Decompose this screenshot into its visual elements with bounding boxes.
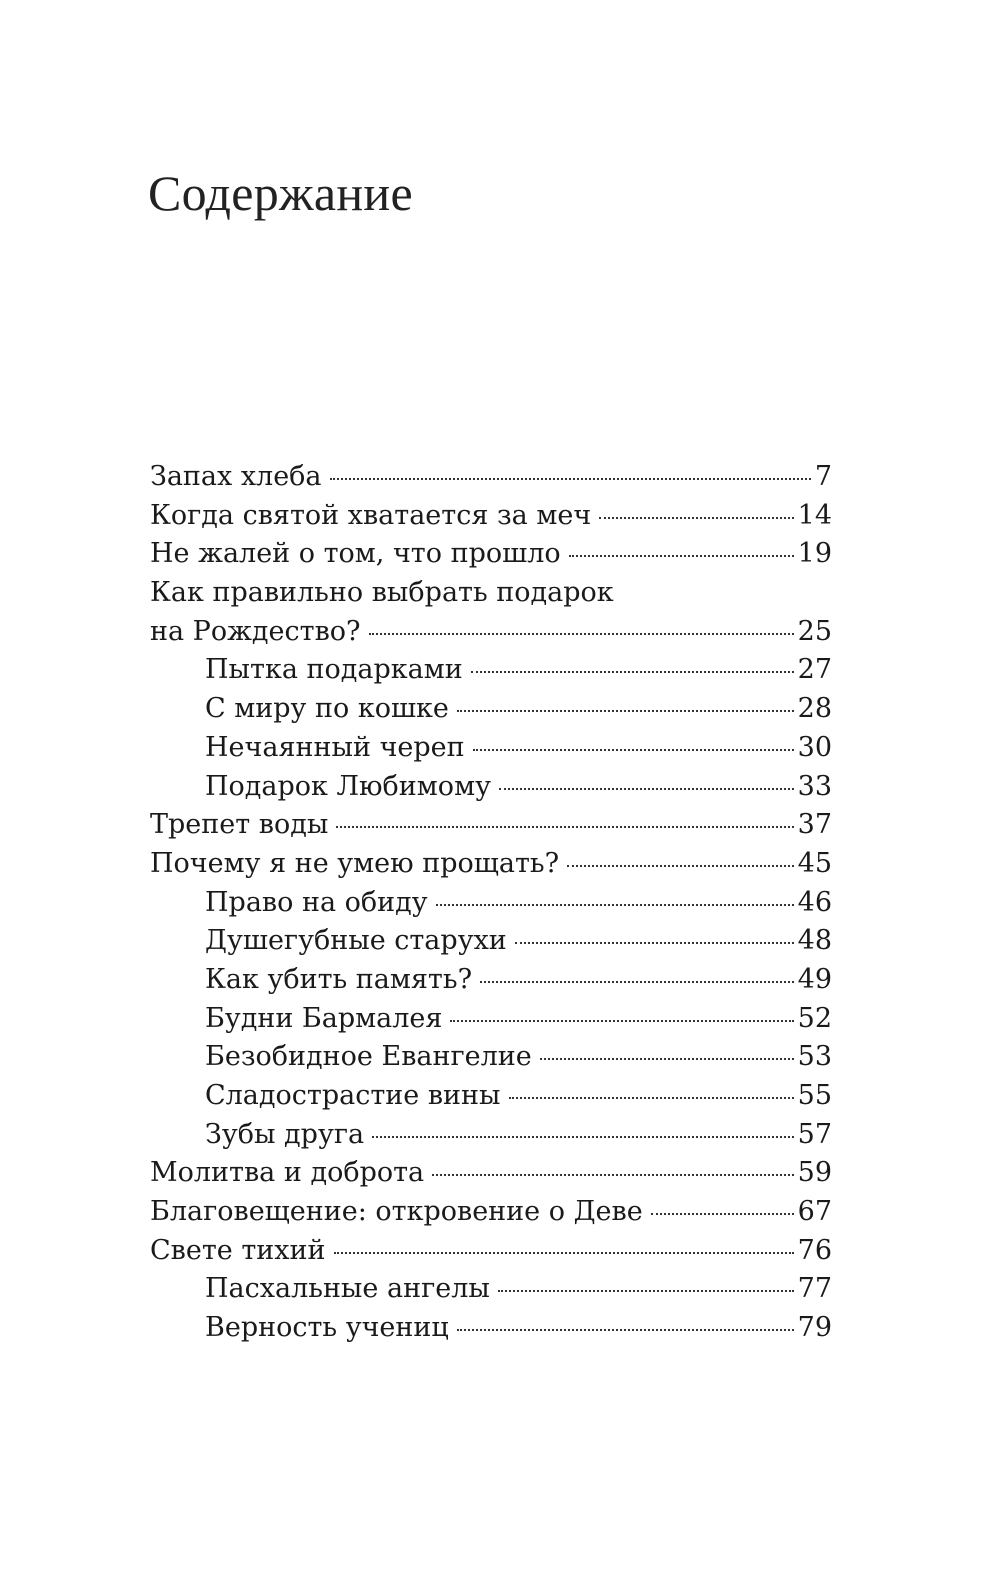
toc-subentry[interactable]: [150, 884, 832, 923]
table-of-contents: [150, 458, 832, 1348]
toc-page-number: 67: [797, 1196, 832, 1228]
dot-leader: [569, 555, 794, 557]
toc-page-number: 33: [797, 770, 832, 802]
toc-entry-title: Сладострастие вины: [205, 1080, 501, 1112]
page-title: Содержание: [148, 165, 413, 221]
toc-entry[interactable]: [150, 1193, 832, 1232]
dot-leader: [515, 942, 794, 944]
dot-leader: [599, 517, 793, 519]
toc-subentry[interactable]: [150, 1116, 832, 1155]
toc-page-number: 30: [797, 731, 832, 763]
toc-entry-title: Зубы друга: [205, 1118, 365, 1150]
toc-page-number: 55: [797, 1080, 832, 1112]
toc-entry-title: Свете тихий: [150, 1234, 326, 1266]
toc-page-number: 79: [797, 1312, 832, 1344]
toc-subentry[interactable]: [150, 1309, 832, 1348]
toc-subentry[interactable]: [150, 1038, 832, 1077]
toc-entry-title: Не жалей о том, что прошло: [150, 538, 561, 570]
dot-leader: [432, 1174, 793, 1176]
dot-leader: [336, 826, 793, 828]
toc-page-number: 46: [797, 886, 832, 918]
toc-entry-title: Благовещение: откровение о Деве: [150, 1196, 643, 1228]
toc-subentry[interactable]: [150, 729, 832, 768]
toc-entry-title-continued: на Рождество?: [150, 615, 361, 647]
toc-entry-title: Пытка подарками: [205, 654, 463, 686]
toc-entry[interactable]: [150, 1232, 832, 1271]
dot-leader: [471, 671, 794, 673]
toc-entry-title: Подарок Любимому: [205, 770, 491, 802]
dot-leader: [334, 1252, 794, 1254]
dot-leader: [436, 904, 794, 906]
dot-leader: [457, 1329, 794, 1331]
toc-entry[interactable]: [150, 1154, 832, 1193]
dot-leader: [457, 710, 794, 712]
dot-leader: [567, 865, 794, 867]
toc-page-number: 77: [797, 1273, 832, 1305]
toc-entry-title: Трепет воды: [150, 809, 329, 841]
dot-leader: [499, 788, 794, 790]
dot-leader: [480, 981, 794, 983]
toc-page-number: 59: [797, 1157, 832, 1189]
toc-page-number: 48: [797, 925, 832, 957]
toc-subentry[interactable]: [150, 1077, 832, 1116]
toc-subentry[interactable]: [150, 1270, 832, 1309]
toc-entry-title: Запах хлеба: [150, 461, 322, 492]
toc-page-number: 49: [797, 963, 832, 995]
dot-leader: [540, 1058, 794, 1060]
dot-leader: [369, 633, 794, 635]
toc-entry-title: Будни Бармалея: [205, 1002, 443, 1034]
toc-subentry[interactable]: [150, 651, 832, 690]
toc-page-number: 45: [797, 847, 832, 879]
toc-page-number: 28: [797, 693, 832, 725]
toc-page-number: 19: [797, 538, 832, 570]
toc-entry-title: Как убить память?: [205, 963, 473, 995]
toc-entry[interactable]: [150, 458, 832, 497]
toc-page-number: 37: [797, 809, 832, 841]
toc-entry-title: Безобидное Евангелие: [205, 1041, 532, 1073]
toc-entry-title: С миру по кошке: [205, 693, 449, 725]
dot-leader: [450, 1020, 793, 1022]
toc-page-number: 27: [797, 654, 832, 686]
toc-subentry[interactable]: [150, 961, 832, 1000]
toc-page-number: 14: [797, 499, 832, 531]
toc-entry-title: Когда святой хватается за меч: [150, 499, 592, 531]
dot-leader: [473, 749, 794, 751]
toc-page-number: 25: [797, 615, 832, 647]
dot-leader: [498, 1290, 794, 1292]
dot-leader: [372, 1136, 794, 1138]
toc-entry[interactable]: [150, 574, 832, 651]
toc-page-number: 52: [797, 1002, 832, 1034]
toc-page-number: 76: [797, 1234, 832, 1266]
toc-entry-title: Право на обиду: [205, 886, 428, 918]
toc-entry-title: Молитва и доброта: [150, 1157, 425, 1189]
toc-entry-title: Душегубные старухи: [205, 925, 507, 957]
toc-page-number: 7: [814, 461, 832, 492]
toc-subentry[interactable]: [150, 922, 832, 961]
toc-subentry[interactable]: [150, 1000, 832, 1039]
toc-subentry[interactable]: [150, 690, 832, 729]
toc-entry[interactable]: [150, 535, 832, 574]
toc-entry-title: Нечаянный череп: [205, 731, 465, 763]
toc-entry-title: Пасхальные ангелы: [205, 1273, 490, 1305]
dot-leader: [509, 1097, 794, 1099]
toc-entry[interactable]: [150, 845, 832, 884]
toc-page-number: 57: [797, 1118, 832, 1150]
dot-leader: [330, 478, 811, 480]
toc-entry-title: Как правильно выбрать подарок: [150, 577, 614, 609]
toc-entry[interactable]: [150, 497, 832, 536]
toc-subentry[interactable]: [150, 768, 832, 807]
toc-page-number: 53: [797, 1041, 832, 1073]
toc-entry-title: Почему я не умею прощать?: [150, 847, 560, 879]
toc-entry[interactable]: [150, 806, 832, 845]
toc-entry-title: Верность учениц: [205, 1312, 449, 1344]
dot-leader: [651, 1213, 794, 1215]
